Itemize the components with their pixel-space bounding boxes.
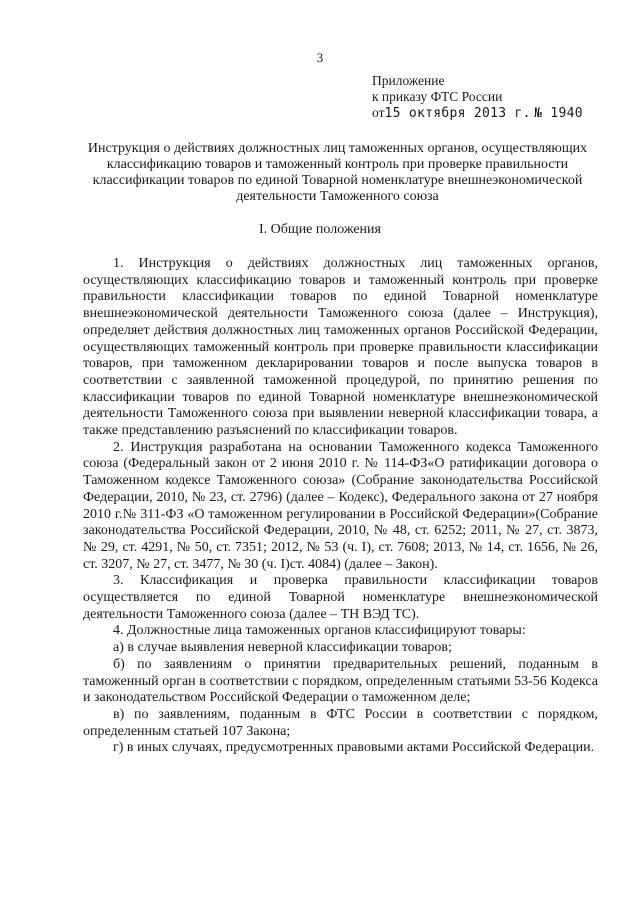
document-title: Инструкция о действиях должностных лиц таможенных органов, осуществляющих классификацию товаров и таможенный контроль при проверке правильности классификации товаров по единой Товарной номенклатуре внешнеэкономической деятельности Таможенного союза [87,141,588,204]
list-item-a: а) в случае выявления неверной классификации товаров; [113,640,452,656]
paragraph-4: 4. Должностные лица таможенных органов классифицируют товары: [113,623,526,639]
appendix-label: Приложение [372,73,445,88]
list-item-b: б) по заявлениям о принятии предварительных решений, поданным в таможенный орган в соответствии с порядком, определенным статьями 53-56 Кодекса и законодательством Российской Федерации о таможенном деле; [83,656,598,706]
page-number: 3 [316,50,324,65]
appendix-header [372,73,583,122]
paragraph-1: 1. Инструкция о действиях должностных лиц таможенных органов, осуществляющих классификацию товаров и таможенный контроль при проверке правильности классификации товаров по единой Товарной номенклатуре внешнеэкономической деятельности Таможенного союза (далее – Инструкция), определяет действия должностных лиц таможенных органов Российской Федерации, осуществляющих таможенный контроль при проверке правильности классификации товаров, при таможенном декларировании товаров и после выпуска товаров в соответствии с заявленной таможенной процедурой, по принятию решения по классификации товаров по единой Товарной номенклатуре внешнеэкономической деятельности Таможенного союза при выявлении неверной классификации товара, а также представлению разъяснений по классификации товаров. [83,256,598,439]
appendix-order-date: 15 октября 2013 г. [384,106,531,121]
paragraph-2: 2. Инструкция разработана на основании Таможенного кодекса Таможенного союза (Федеральный закон от 2 июня 2010 г. № 114-ФЗ«О ратификации договора о Таможенном кодексе Таможенного союза» (Собрание законодательства Российской Федерации, 2010, № 23, ст. 2796) (далее – Кодекс), Федерального закона от 27 ноября 2010 г.№ 311-ФЗ «О таможенном регулировании в Российской Федерации»(Собрание законодательства Российской Федерации, 2010, № 48, ст. 6252; 2011, № 27, ст. 3873, № 29, ст. 4291, № 50, ст. 7351; 2012, № 53 (ч. I), ст. 7608; 2013, № 14, ст. 1656, № 26, ст. 3207, № 27, ст. 3477, № 30 (ч. I)ст. 4084) (далее – Закон). [83,439,598,572]
section-heading: I. Общие положения [259,222,381,237]
appendix-order-ref: к приказу ФТС России [372,89,503,104]
appendix-date-prefix: от [372,105,385,120]
paragraph-3: 3. Классификация и проверка правильности классификации товаров осуществляется по единой Товарной номенклатуре внешнеэкономической деятельности Таможенного союза (далее – ТН ВЭД ТС). [83,573,598,622]
appendix-order-date-line [372,105,583,122]
list-item-g: г) в иных случаях, предусмотренных правовыми актами Российской Федерации. [113,740,595,756]
appendix-order-number: № 1940 [534,106,583,121]
document-body [83,256,598,757]
list-item-v: в) по заявлениям, поданным в ФТС России в соответствии с порядком, определенным статьей 107 Закона; [83,706,598,739]
